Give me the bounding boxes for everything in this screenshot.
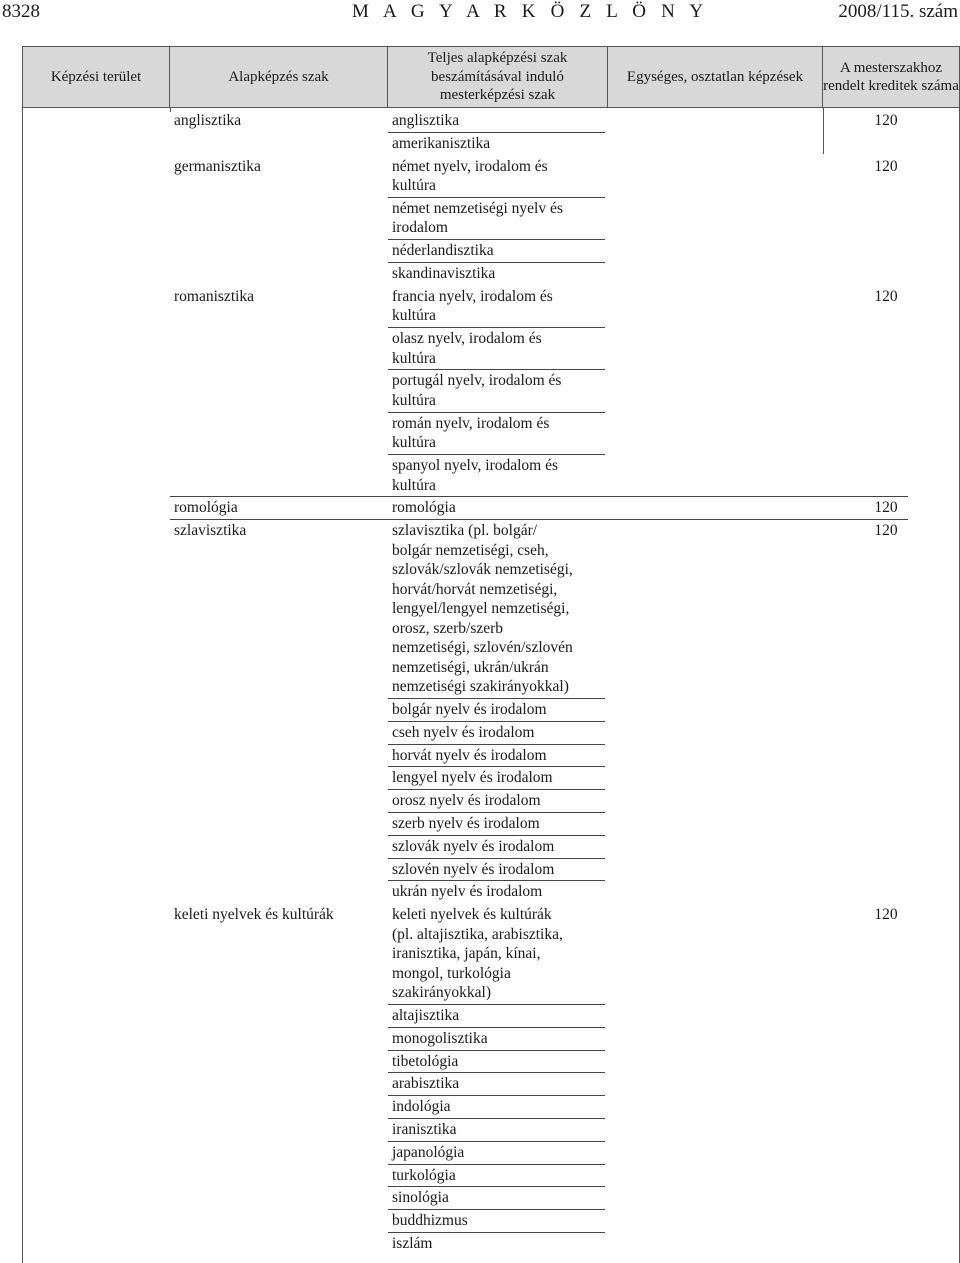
masters-cell-line: altajisztika — [392, 1006, 460, 1024]
issue-number: 2008/115. szám — [838, 1, 958, 22]
masters-cell — [392, 837, 554, 857]
masters-cell-line: mongol, turkológia — [392, 964, 511, 982]
masters-separator — [388, 1004, 605, 1005]
credits-cell: 120 — [874, 499, 898, 517]
credits-cell: 120 — [874, 287, 898, 305]
column-header-credits — [823, 46, 960, 108]
column-header-masters — [388, 46, 608, 108]
masters-cell — [392, 111, 459, 131]
masters-separator — [388, 1232, 605, 1233]
bachelor-cell: anglisztika — [174, 112, 242, 129]
masters-cell-line: buddhizmus — [392, 1212, 468, 1230]
masters-cell-line: olasz nyelv, irodalom és — [392, 330, 542, 348]
masters-separator — [388, 454, 605, 455]
masters-cell — [392, 521, 573, 697]
masters-cell-line: monogolisztika — [392, 1029, 488, 1047]
masters-cell-line: német nemzetiségi nyelv és — [392, 199, 563, 217]
masters-cell — [392, 371, 561, 410]
row-separator — [170, 496, 908, 497]
masters-cell-line: orosz, szerb/szerb — [392, 619, 504, 637]
column-header-credits-text: A mesterszakhoz rendelt kreditek száma — [823, 59, 959, 94]
masters-cell-line: portugál nyelv, irodalom és — [392, 372, 562, 390]
masters-cell-line: néderlandisztika — [392, 242, 494, 260]
masters-cell-line: nemzetiségi szakirányokkal) — [392, 678, 569, 696]
masters-cell — [392, 329, 542, 368]
column-divider — [823, 108, 824, 154]
masters-cell — [392, 1074, 459, 1094]
masters-separator — [388, 880, 605, 881]
masters-separator — [388, 1141, 605, 1142]
masters-separator — [388, 858, 605, 859]
masters-separator — [388, 835, 605, 836]
masters-cell — [392, 264, 495, 284]
masters-cell-line: japanológia — [392, 1143, 465, 1161]
journal-title: M A G Y A R K Ö Z L Ö N Y — [352, 1, 709, 22]
masters-separator — [388, 1050, 605, 1051]
masters-cell-line: amerikanisztika — [392, 134, 491, 152]
masters-cell-line: szerb nyelv és irodalom — [392, 814, 540, 832]
masters-separator — [388, 698, 605, 699]
masters-cell — [392, 1097, 451, 1117]
masters-cell-line: irodalom — [392, 219, 448, 237]
page-number: 8328 — [2, 1, 40, 22]
column-header-integrated-text: Egységes, osztatlan képzések — [626, 68, 804, 85]
masters-cell-line: skandinavisztika — [392, 265, 496, 282]
masters-separator — [388, 766, 605, 767]
masters-cell-line: német nyelv, irodalom és — [392, 157, 548, 175]
column-header-bachelor-text: Alapképzés szak — [228, 68, 329, 85]
masters-cell-line: kultúra — [392, 349, 436, 367]
credits-cell: 120 — [874, 906, 898, 924]
bachelor-cell: romanisztika — [174, 287, 255, 305]
masters-cell — [392, 287, 553, 326]
masters-cell-line: román nyelv, irodalom és — [392, 414, 550, 432]
masters-cell — [392, 157, 548, 196]
masters-separator — [388, 1027, 605, 1028]
masters-cell-line: orosz nyelv és irodalom — [392, 792, 541, 810]
masters-cell-line: iranisztika, japán, kínai, — [392, 945, 541, 963]
masters-separator — [388, 812, 605, 813]
masters-separator — [388, 327, 605, 328]
masters-cell — [392, 768, 553, 788]
masters-cell-line: turkológia — [392, 1166, 456, 1184]
masters-cell-line: kultúra — [392, 307, 436, 325]
masters-cell-line: anglisztika — [392, 112, 460, 129]
masters-cell — [392, 860, 554, 880]
masters-separator — [388, 1072, 605, 1073]
masters-cell-line: szlovák nyelv és irodalom — [392, 837, 555, 855]
masters-cell — [392, 700, 547, 720]
masters-cell — [392, 414, 549, 453]
masters-cell-line: lengyel/lengyel nemzetiségi, — [392, 600, 570, 618]
masters-cell-line: sinológia — [392, 1189, 449, 1207]
masters-cell — [392, 1029, 488, 1049]
column-header-field-text: Képzési terület — [50, 68, 142, 85]
masters-cell-line: bolgár nemzetiségi, cseh, — [392, 541, 549, 559]
credits-cell: 120 — [874, 112, 898, 129]
masters-cell — [392, 1234, 432, 1254]
masters-cell — [392, 746, 547, 766]
masters-cell — [392, 1211, 468, 1231]
bachelor-cell: romológia — [174, 499, 238, 517]
masters-cell-line: bolgár nyelv és irodalom — [392, 700, 547, 718]
masters-cell-line: arabisztika — [392, 1075, 460, 1093]
credits-cell: 120 — [874, 522, 898, 540]
column-divider — [170, 108, 171, 112]
masters-separator — [388, 412, 605, 413]
masters-cell-line: francia nyelv, irodalom és — [392, 287, 553, 305]
masters-cell-line: (pl. altajisztika, arabisztika, — [392, 925, 563, 943]
masters-cell-line: szlavisztika (pl. bolgár/ — [392, 522, 538, 540]
row-separator — [170, 519, 908, 520]
masters-cell — [392, 1120, 457, 1140]
column-header-field — [22, 46, 170, 108]
masters-cell-line: nemzetiségi, ukrán/ukrán — [392, 658, 549, 676]
masters-separator — [388, 721, 605, 722]
column-header-masters-text: Teljes alapképzési szak beszámításával induló mesterképzési szak — [427, 50, 568, 104]
masters-cell-line: indológia — [392, 1098, 451, 1116]
masters-cell-line: kultúra — [392, 177, 436, 195]
masters-cell-line: ukrán nyelv és irodalom — [392, 883, 543, 901]
masters-separator — [388, 369, 605, 370]
masters-cell-line: szakirányokkal) — [392, 984, 491, 1002]
masters-cell-line: szlovén nyelv és irodalom — [392, 860, 555, 878]
masters-cell-line: cseh nyelv és irodalom — [392, 723, 535, 741]
masters-separator — [388, 262, 605, 263]
masters-cell-line: spanyol nyelv, irodalom és — [392, 457, 559, 474]
column-header-bachelor — [170, 46, 388, 108]
page-header — [0, 0, 960, 24]
masters-cell-line: lengyel nyelv és irodalom — [392, 769, 553, 787]
masters-cell — [392, 498, 456, 518]
masters-cell-line: keleti nyelvek és kultúrák — [392, 906, 552, 924]
masters-cell — [392, 723, 534, 743]
masters-cell-line: horvát/horvát nemzetiségi, — [392, 580, 558, 598]
bachelor-cell: germanisztika — [174, 157, 261, 175]
masters-cell-line: iranisztika — [392, 1120, 457, 1138]
masters-separator — [388, 1095, 605, 1096]
masters-separator — [388, 1209, 605, 1210]
masters-cell — [392, 199, 563, 238]
masters-cell — [392, 1166, 456, 1186]
masters-cell — [392, 456, 558, 495]
masters-separator — [388, 239, 605, 240]
masters-cell — [392, 791, 541, 811]
bachelor-cell: keleti nyelvek és kultúrák — [174, 906, 334, 924]
masters-cell-line: kultúra — [392, 476, 436, 494]
masters-cell-line: szlovák/szlovák nemzetiségi, — [392, 561, 573, 579]
masters-cell — [392, 1188, 449, 1208]
masters-cell — [392, 241, 494, 261]
column-header-integrated — [608, 46, 823, 108]
masters-cell — [392, 814, 540, 834]
masters-cell-line: iszlám — [392, 1234, 433, 1252]
masters-separator — [388, 197, 605, 198]
masters-separator — [388, 1118, 605, 1119]
masters-separator — [388, 789, 605, 790]
bachelor-cell: szlavisztika — [174, 522, 247, 540]
masters-cell — [392, 1143, 464, 1163]
masters-cell — [392, 134, 490, 154]
masters-separator — [388, 1186, 605, 1187]
masters-separator — [388, 1164, 605, 1165]
masters-cell-line: tibetológia — [392, 1052, 459, 1070]
masters-cell-line: romológia — [392, 499, 456, 517]
masters-separator — [388, 744, 605, 745]
masters-cell-line: nemzetiségi, szlovén/szlovén — [392, 639, 573, 657]
masters-cell-line: kultúra — [392, 434, 436, 452]
masters-separator — [388, 132, 605, 133]
column-divider — [22, 108, 23, 1263]
masters-cell — [392, 1052, 458, 1072]
masters-cell — [392, 905, 563, 1003]
masters-cell — [392, 882, 542, 902]
masters-cell-line: kultúra — [392, 391, 436, 409]
credits-cell: 120 — [874, 157, 898, 175]
masters-cell-line: horvát nyelv és irodalom — [392, 746, 547, 764]
masters-cell — [392, 1006, 459, 1026]
